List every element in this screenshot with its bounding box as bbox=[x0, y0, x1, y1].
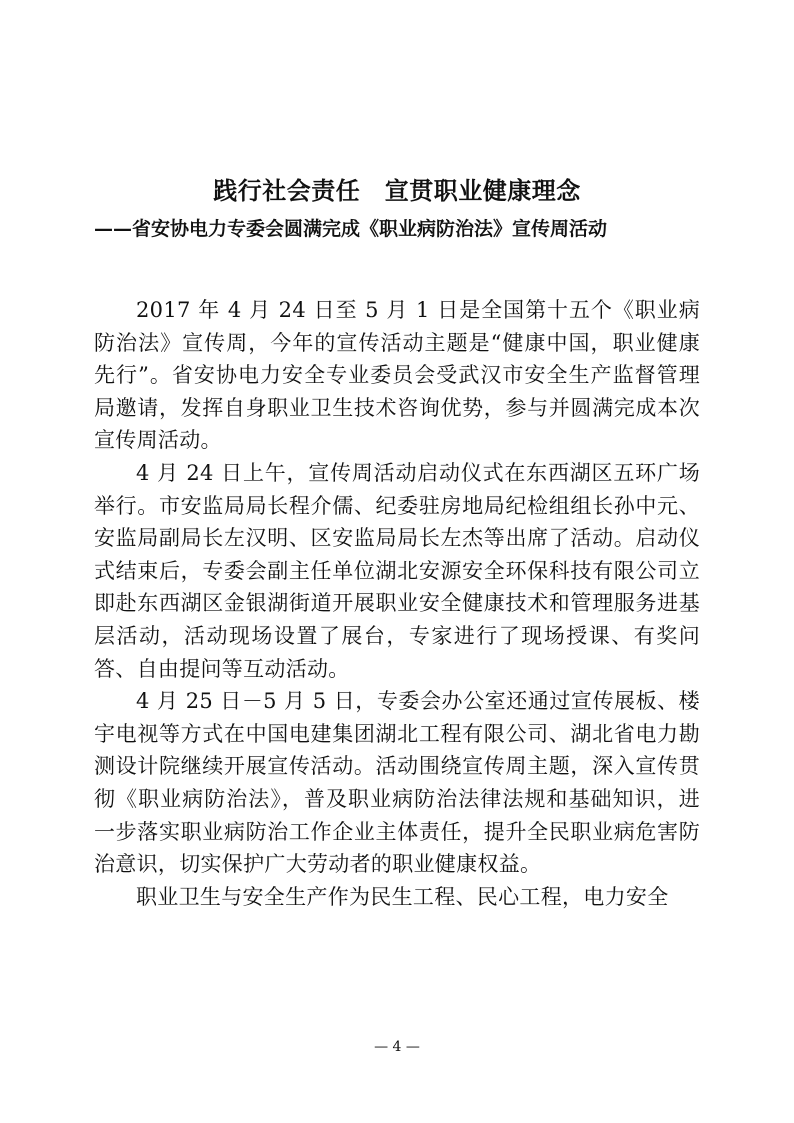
page-number: — 4 — bbox=[374, 1039, 420, 1055]
paragraph-2: 4 月 24 日上午，宣传周活动启动仪式在东西湖区五环广场举行。市安监局局长程介儒、纪委驻房地局纪检组组长孙中元、安监局副局长左汉明、区安监局局长左杰等出席了活动。启动仪式结束后，专委会副主任单位湖北安源安全环保科技有限公司立即赴东西湖区金银湖街道开展职业安全健康技术和管理服务进基层活动，活动现场设置了展台，专家进行了现场授课、有奖问答、自由提问等互动活动。 bbox=[94, 460, 700, 681]
paragraph-4: 职业卫生与安全生产作为民生工程、民心工程，电力安全 bbox=[136, 884, 669, 909]
article-body bbox=[94, 294, 700, 913]
page-title: 践行社会责任 宣贯职业健康理念 bbox=[213, 176, 581, 205]
paragraph-3: 4 月 25 日－5 月 5 日，专委会办公室还通过宣传展板、楼宇电视等方式在中国电建集团湖北工程有限公司、湖北省电力勘测设计院继续开展宣传活动。活动围绕宣传周主题，深入宣传贯彻《职业病防治法》，普及职业病防治法律法规和基础知识，进一步落实职业病防治工作企业主体责任，提升全民职业病危害防治意识，切实保护广大劳动者的职业健康权益。 bbox=[94, 689, 700, 877]
paragraph-1: 2017 年 4 月 24 日至 5 月 1 日是全国第十五个《职业病防治法》宣传周，今年的宣传活动主题是“健康中国，职业健康先行”。省安协电力安全专业委员会受武汉市安全生产监督管理局邀请，发挥自身职业卫生技术咨询优势，参与并圆满完成本次宣传周活动。 bbox=[94, 298, 700, 453]
page-subtitle: ——省安协电力专委会圆满完成《职业病防治法》宣传周活动 bbox=[94, 218, 608, 240]
